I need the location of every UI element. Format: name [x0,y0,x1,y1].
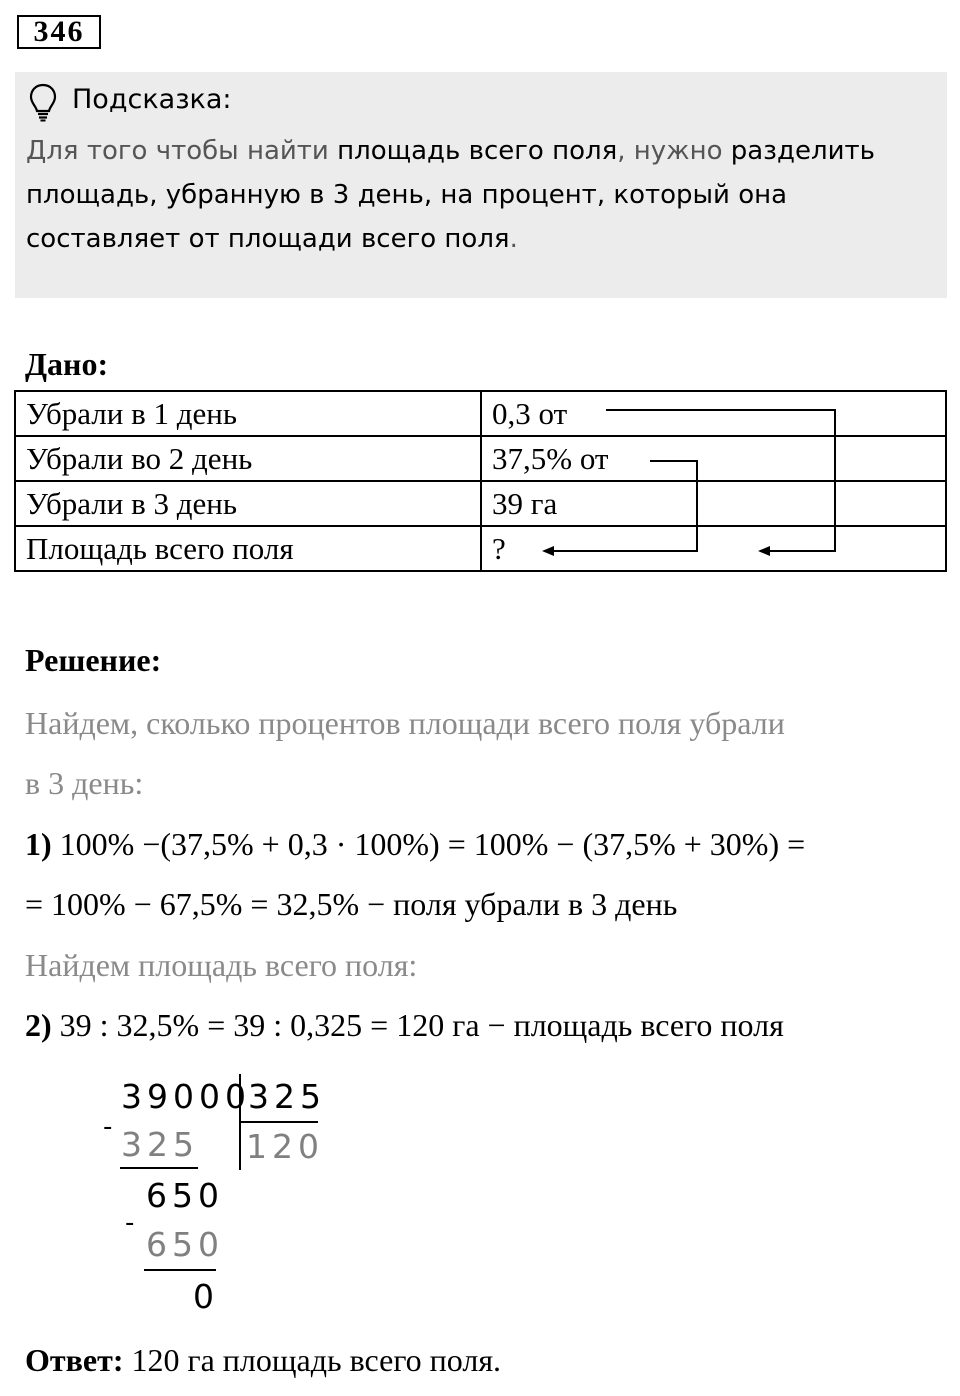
hint-part: , нужно [617,136,731,166]
answer-label: Ответ: [25,1342,124,1378]
step-1 [25,824,805,864]
row-value: 39 га [481,481,946,526]
solution-intro: Найдем, сколько процентов площади всего поля убрали [25,705,785,741]
row-name: Убрали в 3 день [15,481,481,526]
step-number: 1) [25,826,52,862]
given-label: Дано: [25,346,109,382]
arrow-day1 [606,410,835,551]
subtrahend-2: 650 [146,1225,224,1264]
hint-bold: площадь всего поля [337,136,618,166]
solution-intro: в 3 день: [25,765,144,801]
remainder-1: 650 [146,1176,224,1215]
arrow-day2 [552,461,697,551]
remainder-2: 0 [193,1277,219,1316]
answer-text: 120 га площадь всего поля. [123,1342,502,1378]
row-value: ? [481,526,946,571]
reference-arrows [0,0,960,600]
subtrahend-1: 325 [121,1125,199,1164]
row-value: 37,5% от [481,436,946,481]
row-name: Площадь всего поля [15,526,481,571]
arrowhead-day2 [542,546,554,556]
answer [25,1340,501,1380]
divisor: 325 [248,1077,326,1116]
step-2 [25,1005,784,1045]
task-number: 346 [17,15,101,49]
hint-title: Подсказка: [72,84,232,115]
row-name: Убрали во 2 день [15,436,481,481]
dividend: 39000 [121,1077,251,1116]
step-1-continued: = 100% − 67,5% = 32,5% − поля убрали в 3 день [25,886,678,922]
step-text: 100% −(37,5% + 0,3 · 100%) = 100% − (37,5% + 30%) = [51,826,806,862]
step-text: 39 : 32,5% = 39 : 0,325 = 120 га − площадь всего поля [51,1007,784,1043]
row-value: 0,3 от [481,391,946,436]
arrowhead-day1 [758,546,770,556]
solution-label: Решение: [25,642,162,678]
solution-intro: Найдем площадь всего поля: [25,947,418,983]
minus-sign: - [103,1112,118,1142]
minus-sign: - [125,1208,140,1238]
hint-bold: разделить площадь, убранную в 3 день, на процент, который она составляет от площади всего поля [26,136,875,254]
hint-part: . [509,224,518,254]
step-number: 2) [25,1007,52,1043]
division-lines [0,1060,400,1300]
hint-part: Для того чтобы найти [26,136,338,166]
row-name: Убрали в 1 день [15,391,481,436]
quotient: 120 [246,1127,324,1166]
